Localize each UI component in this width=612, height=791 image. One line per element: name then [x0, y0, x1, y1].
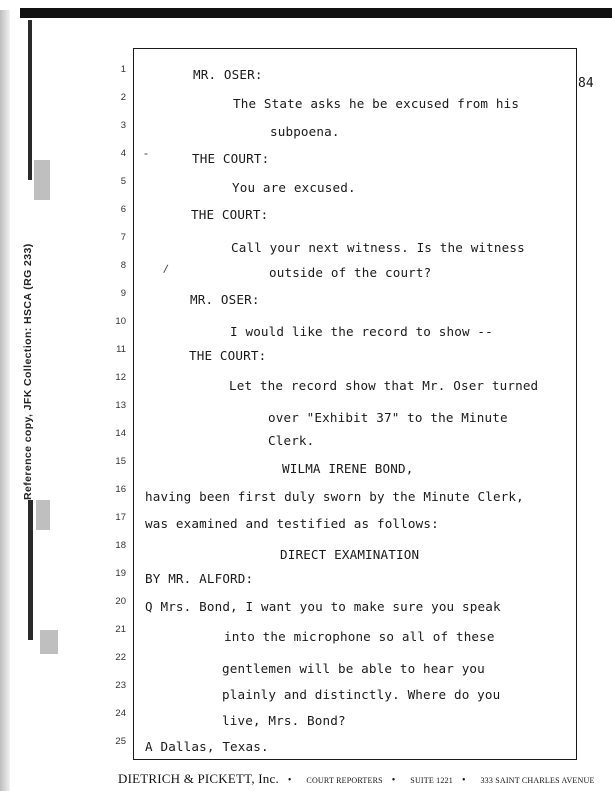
line-number: 23 — [115, 680, 126, 691]
transcript-line: You are excused. — [232, 180, 356, 195]
question-line: Q Mrs. Bond, I want you to make sure you speak — [145, 599, 501, 614]
footer-separator: • — [461, 775, 466, 786]
transcript-line: I would like the record to show -- — [230, 324, 493, 339]
footer-separator: • — [391, 775, 396, 786]
line-number: 8 — [120, 260, 126, 271]
transcript-line: The State asks he be excused from his — [233, 96, 520, 111]
speaker-label: MR. OSER: — [193, 67, 263, 82]
speaker-label: THE COURT: — [191, 207, 269, 222]
line-number: 10 — [115, 316, 126, 327]
transcript-line: Let the record show that Mr. Oser turned — [229, 378, 539, 393]
line-number: 19 — [115, 568, 126, 579]
line-number: 5 — [120, 176, 126, 187]
footer-role: COURT REPORTERS — [306, 776, 383, 785]
pen-mark: - — [144, 146, 148, 160]
footer-separator: • — [287, 775, 292, 786]
footer-company: DIETRICH & PICKETT, Inc. — [118, 771, 279, 786]
footer-address: 333 SAINT CHARLES AVENUE — [480, 776, 595, 785]
scan-speckle — [34, 160, 50, 200]
line-number: 24 — [115, 708, 126, 719]
line-number: 11 — [116, 344, 126, 355]
transcript-line: outside of the court? — [269, 265, 432, 280]
line-number: 25 — [115, 736, 126, 747]
line-number: 7 — [120, 232, 126, 243]
line-number: 4 — [120, 148, 126, 159]
pen-mark: / — [162, 261, 169, 277]
line-number: 12 — [115, 372, 126, 383]
line-number: 14 — [115, 428, 126, 439]
transcript-line: Call your next witness. Is the witness — [231, 240, 525, 255]
line-number: 20 — [115, 596, 126, 607]
line-number: 22 — [115, 652, 126, 663]
transcript-line: into the microphone so all of these — [224, 629, 495, 644]
line-number: 16 — [115, 484, 126, 495]
speaker-label: THE COURT: — [189, 348, 267, 363]
scan-top-bar — [20, 8, 612, 18]
transcript-line: gentlemen will be able to hear you — [222, 661, 485, 676]
transcript-line: plainly and distinctly. Where do you — [222, 687, 501, 702]
footer-suite: SUITE 1221 — [410, 776, 453, 785]
transcript-line: over "Exhibit 37" to the Minute — [268, 410, 508, 425]
line-number: 13 — [115, 400, 126, 411]
line-number: 1 — [120, 64, 126, 75]
scan-speckle — [40, 630, 58, 654]
page-number: 84 — [578, 76, 594, 91]
archive-reference-stamp: Reference copy, JFK Collection: HSCA (RG 233) — [22, 243, 34, 500]
transcript-line: subpoena. — [270, 124, 340, 139]
speaker-label: BY MR. ALFORD: — [145, 571, 254, 586]
line-number: 3 — [120, 120, 126, 131]
transcript-line: was examined and testified as follows: — [145, 516, 439, 531]
answer-line: A Dallas, Texas. — [145, 739, 269, 754]
transcript-line: Clerk. — [268, 433, 315, 448]
transcript-line: live, Mrs. Bond? — [222, 713, 346, 728]
line-number: 15 — [115, 456, 126, 467]
section-heading: DIRECT EXAMINATION — [280, 547, 420, 562]
line-number: 9 — [120, 288, 126, 299]
transcript-line: having been first duly sworn by the Minute Clerk, — [145, 489, 524, 504]
speaker-label: MR. OSER: — [190, 292, 260, 307]
scan-streak — [28, 500, 33, 640]
line-number: 18 — [115, 540, 126, 551]
line-number: 21 — [115, 624, 126, 635]
line-number: 6 — [120, 204, 126, 215]
scan-streak — [28, 20, 32, 180]
line-number: 2 — [120, 92, 126, 103]
line-number: 17 — [115, 512, 126, 523]
reporter-footer — [118, 770, 595, 788]
speaker-label: THE COURT: — [192, 151, 270, 166]
scan-speckle — [36, 500, 50, 530]
scan-left-edge — [0, 10, 10, 791]
witness-name: WILMA IRENE BOND, — [282, 461, 414, 476]
